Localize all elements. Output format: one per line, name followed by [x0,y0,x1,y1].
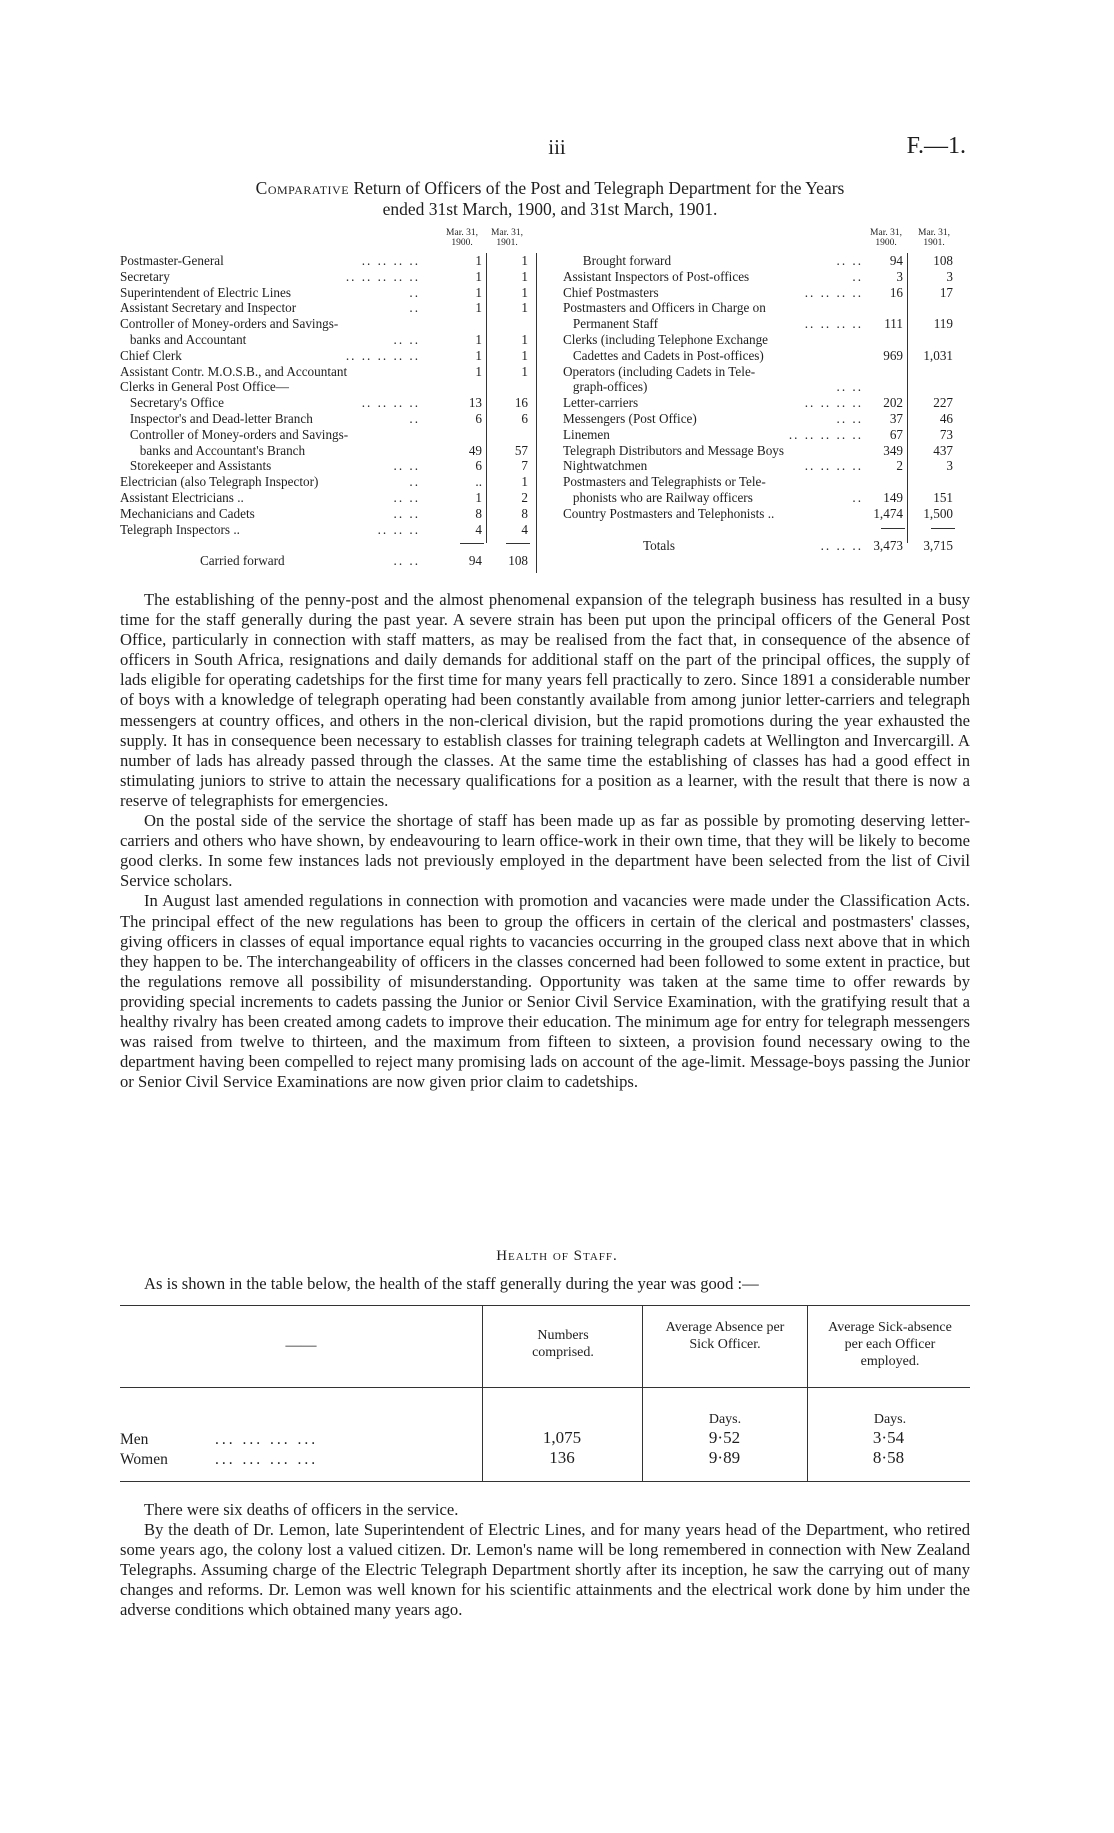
value-1900: 969 [883,347,903,363]
table-row [120,364,530,380]
value-1901: 1 [521,253,528,268]
divider-center [536,253,537,573]
row-per-sick: 9·89 [708,1448,741,1467]
row-leader-dots: .. .. [393,490,420,505]
row-leader-dots: .. .. .. .. [804,458,863,474]
row-leader-dots: .. .. [836,253,863,268]
value-1900: 6 [475,458,482,474]
health-heading: Health of Staff. [496,1248,618,1264]
table-row [563,411,963,427]
row-per-officer: 8·58 [872,1448,905,1467]
total-1900: 94 [468,553,482,569]
row-label: Linemen [563,426,610,442]
value-1900: 13 [468,395,482,411]
row-label: Mechanicians and Cadets [120,505,255,521]
title-rest: Return of Officers of the Post and Telegraph Department for the Years [349,178,845,198]
table-row [563,458,963,474]
row-leader-dots: .. .. .. .. [804,316,863,332]
divider-left-cols [486,253,487,543]
value-1901: 151 [933,490,953,505]
row-label: Clerks in General Post Office— [120,379,289,395]
value-1900: .. [475,474,482,490]
value-1901: 1 [521,268,528,284]
value-1901: 8 [521,505,528,521]
row-leader-dots: .. .. .. [377,521,420,537]
value-1901: 108 [933,253,953,268]
row-label: Inspector's and Dead-letter Branch [120,411,313,426]
row-label: Letter-carriers [563,395,639,411]
units-days: Days. [873,1412,907,1427]
sum-rule [881,528,905,529]
table-row [563,285,963,301]
table-row [563,316,963,332]
row-leader-dots: .. [852,268,863,284]
return-table-left [120,253,530,573]
value-1900: 2 [896,458,903,474]
health-col3-header: Average Sick-absence per each Officer employed. [828,1320,952,1369]
table-row [120,411,530,427]
table-row [563,395,963,411]
value-1901: 73 [939,426,953,442]
title-lead: Comparative [255,178,350,198]
table-row [563,364,963,380]
table-row [120,285,530,301]
closing-text [120,1500,970,1621]
row-label: Telegraph Inspectors .. [120,521,240,537]
health-table [120,1305,970,1485]
row-label: Operators (including Cadets in Tele- [563,363,756,379]
value-1901: 46 [939,411,953,426]
value-1900: 1 [475,284,482,300]
row-numbers: 1,075 [542,1428,582,1447]
row-leader-dots: .. [852,490,863,505]
row-label: Assistant Inspectors of Post-offices [563,268,750,284]
table-row [120,522,530,538]
row-leader-dots: .. .. [393,332,420,347]
value-1900: 349 [883,442,903,458]
value-1900: 1 [475,332,482,347]
table-row [120,332,530,348]
row-leader-dots: .. .. [836,379,863,395]
table-row [120,253,530,269]
row-label: phonists who are Railway officers [563,490,753,505]
total-1900: 3,473 [873,537,903,553]
table-row [120,395,530,411]
row-label: Clerks (including Telephone Exchange [563,332,769,347]
row-per-sick: 9·52 [708,1428,741,1447]
table-row [563,379,963,395]
row-dots: ... ... ... ... [215,1431,319,1448]
value-1901: 1 [521,332,528,347]
row-label: Assistant Electricians .. [120,490,244,505]
row-leader-dots: .. [409,411,420,426]
table-row [120,490,530,506]
rule [120,1481,970,1482]
body-text [120,590,970,1092]
rule [120,1387,970,1388]
value-1900: 1 [475,300,482,316]
value-1901: 6 [521,411,528,426]
row-label: banks and Accountant's Branch [120,442,306,458]
table-row [120,474,530,490]
total-1901: 3,715 [923,537,953,553]
row-label: Nightwatchmen [563,458,648,474]
value-1900: 94 [889,253,903,268]
total-label: Totals [643,537,676,553]
table-row [563,300,963,316]
table-row [563,427,963,443]
row-leader-dots: .. [409,284,420,300]
value-1901: 3 [946,268,953,284]
table-row [120,348,530,364]
row-leader-dots: .. [409,300,420,316]
table-row [563,490,963,506]
table-row [563,443,963,459]
table-row [120,427,530,443]
value-1900: 8 [475,505,482,521]
row-label: Controller of Money-orders and Savings- [120,316,339,332]
value-1900: 37 [889,411,903,426]
page-number: iii [548,135,566,159]
row-label: Assistant Secretary and Inspector [120,300,297,316]
value-1900: 1 [475,253,482,268]
row-label: Cadettes and Cadets in Post-offices) [563,347,764,363]
row-label: banks and Accountant [120,332,247,347]
row-per-officer: 3·54 [872,1428,905,1447]
row-label: Men [120,1431,149,1448]
row-leader-dots: .. .. [393,458,420,474]
value-1901: 1,500 [923,505,953,521]
paragraph: There were six deaths of officers in the service. [144,1500,459,1519]
value-1901: 1 [521,363,528,379]
health-col1-header: Numbers comprised. [532,1328,594,1360]
table-title [120,178,980,220]
value-1901: 1 [521,284,528,300]
value-1900: 4 [475,521,482,537]
row-label: Country Postmasters and Telephonists .. [563,505,775,521]
col-header-1901-left: Mar. 31, 1901. [491,228,523,248]
paragraph: The establishing of the penny-post and the almost phenomenal expansion of the telegraph business has resulted in a busy time for the staff generally during the past year. A severe strain has been put upon the principal officers of the General Post Office, particularly in connection with staff matters, as may be realised from the fact that, in consequence of the absence of officers in South Africa, resignations and daily demands for additional staff on the part of the principal offices, the supply of lads eligible for operating cadetships for the first time for many years fell practically to zero. Since 1891 a considerable number of boys with a knowledge of telegraph operating had been constantly available from among junior letter-carriers and telegraph messengers at country offices, and others in the non-clerical division, but the rapid promotions during the year exhausted the supply. It has in consequence been necessary to establish classes for training telegraph cadets at Wellington and Invercargill. A number of lads has already passed through the classes. At the same time the establishing of classes has had a good effect in stimulating juniors to strive to attain the necessary qualifications for a position as a learner, with the result that there is now a reserve of telegraphists for emergencies. [120,590,970,810]
paragraph: On the postal side of the service the shortage of staff has been made up as far as possible by promoting deserving letter-carriers and others who have shown, by endeavouring to learn office-work in their own time, that they will be likely to become good clerks. In some few instances lads not previously employed in the department have been selected from the list of Civil Service scholars. [120,811,970,891]
table-row [120,269,530,285]
title-line2: ended 31st March, 1900, and 31st March, 1901. [382,199,718,219]
value-1901: 1,031 [923,347,953,363]
row-label: Postmasters and Telegraphists or Tele- [563,474,766,490]
value-1900: 1,474 [873,505,903,521]
value-1900: 149 [883,490,903,505]
col-header-1900-left: Mar. 31, 1900. [446,228,478,248]
value-1901: 16 [514,395,528,411]
row-leader-dots: .. .. .. .. [804,395,863,411]
col-header-1901-right: Mar. 31, 1901. [918,228,950,248]
row-leader-dots: .. .. .. .. [804,284,863,300]
col-header-1900-right: Mar. 31, 1900. [870,228,902,248]
row-leader-dots: .. .. .. .. .. [345,347,420,363]
row-leader-dots: .. [409,474,420,490]
health-col2-header: Average Absence per Sick Officer. [665,1320,785,1352]
row-label: Postmaster-General [120,253,224,268]
row-label: Assistant Contr. M.O.S.B., and Accountant [120,363,348,379]
row-dots: ... ... ... ... [215,1451,319,1468]
value-1901: 1 [521,300,528,316]
row-label: graph-offices) [563,379,648,395]
row-label: Electrician (also Telegraph Inspector) [120,474,319,490]
value-1901: 2 [521,490,528,505]
health-intro: As is shown in the table below, the health of the staff generally during the year was good :— [144,1274,759,1293]
units-days: Days. [708,1412,742,1427]
row-label: Telegraph Distributors and Message Boys [563,442,785,458]
table-row [563,253,963,269]
row-leader-dots: .. .. [393,505,420,521]
total-1901: 108 [508,553,528,569]
row-label: Postmasters and Officers in Charge on [563,300,766,316]
value-1900: 1 [475,363,482,379]
row-label: Chief Postmasters [563,284,659,300]
value-1901: 119 [933,316,953,332]
total-label: Carried forward [200,553,285,569]
value-1900: 111 [884,316,903,332]
row-leader-dots: .. .. [393,553,420,569]
divider-right-cols [907,253,908,543]
row-label: Chief Clerk [120,347,182,363]
value-1901: 7 [521,458,528,474]
row-label: Brought forward [563,253,672,268]
row-label: Superintendent of Electric Lines [120,284,292,300]
table-row [120,443,530,459]
table-row [120,379,530,395]
row-leader-dots: .. .. .. .. .. [345,268,420,284]
page-reference: F.—1. [906,133,966,159]
sum-rule [460,543,484,544]
row-leader-dots: .. .. [836,411,863,426]
value-1901: 17 [939,284,953,300]
value-1901: 3 [946,458,953,474]
value-1901: 437 [933,442,953,458]
row-label: Women [120,1451,168,1468]
value-1900: 49 [468,442,482,458]
row-numbers: 136 [549,1448,575,1467]
row-label: Permanent Staff [563,316,658,332]
row-leader-dots: .. .. .. .. .. [788,426,863,442]
value-1900: 3 [896,268,903,284]
table-row [563,474,963,490]
table-row [563,348,963,364]
value-1900: 16 [889,284,903,300]
sum-rule [506,543,530,544]
paragraph: By the death of Dr. Lemon, late Superintendent of Electric Lines, and for many years head of the Department, who retired some years ago, the colony lost a valued citizen. Dr. Lemon's name will be long remembered in connection with New Zealand Telegraphs. Assuming charge of the Electric Telegraph Department shortly after its inception, he saw the carrying out of many changes and reforms. Dr. Lemon was well known for his scientific attainments and the electrical work done by him under the adverse conditions which obtained many years ago. [120,1520,970,1620]
table-row [563,506,963,522]
value-1901: 1 [521,474,528,490]
value-1901: 227 [933,395,953,411]
return-table-right [563,253,963,573]
value-1900: 67 [889,426,903,442]
row-label: Messengers (Post Office) [563,411,697,426]
row-label: Storekeeper and Assistants [120,458,272,474]
value-1900: 6 [475,411,482,426]
table-row [120,316,530,332]
value-1900: 1 [475,490,482,505]
paragraph: In August last amended regulations in connection with promotion and vacancies were made under the Classification Acts. The principal effect of the new regulations has been to group the officers in certain of the clerical and postmasters' classes, giving officers in classes of equal importance equal rights to vacancies occurring in the grouped class next above that in which they happen to be. The interchangeability of officers in the classes concerned had been followed to some extent in practice, but the regulations remove all possibility of misunderstanding. Opportunity was taken at the same time to offer rewards by providing special increments to cadets passing the Junior or Senior Civil Service Examination, with the gratifying result that a healthy rivalry has been created among cadets to improve their education. The minimum age for entry for telegraph messengers was raised from twelve to thirteen, and the maximum from fifteen to sixteen, a provision found necessary owing to the department having been compelled to reject many promising lads on account of the age-limit. Message-boys passing the Junior or Senior Civil Service Examinations are now given prior claim to cadetships. [120,891,970,1092]
value-1900: 1 [475,347,482,363]
table-row [120,506,530,522]
row-leader-dots: .. .. .. .. [361,253,420,268]
value-1900: 1 [475,268,482,284]
sum-rule [931,528,955,529]
value-1900: 202 [883,395,903,411]
health-col0-header: —— [285,1337,317,1354]
table-row [563,332,963,348]
row-label: Secretary [120,268,170,284]
row-leader-dots: .. .. .. .. [361,395,420,411]
value-1901: 57 [514,442,528,458]
row-label: Secretary's Office [120,395,224,411]
table-row [120,458,530,474]
table-row [120,300,530,316]
row-leader-dots: .. .. .. [820,537,863,553]
table-row [563,269,963,285]
value-1901: 4 [521,521,528,537]
row-label: Controller of Money-orders and Savings- [120,426,349,442]
rule [120,1305,970,1306]
value-1901: 1 [521,347,528,363]
